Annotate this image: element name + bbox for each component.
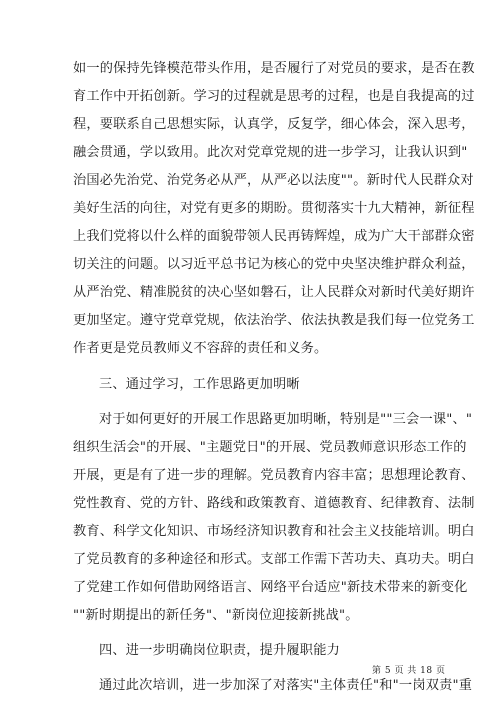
body-text-line: 了党员教育的多种途径和形式。支部工作需下苦功夫、真功夫。明白 [73,552,475,567]
page-number-footer: 第 5 页 共 18 页 [372,666,446,676]
body-text-line: 上我们党将以什么样的面貌带领人民再铸辉煌，成为广大干部群众密 [73,229,475,244]
body-text-line: 切关注的问题。以习近平总书记为核心的党中央坚决维护群众利益， [73,257,475,272]
body-text-line: 融会贯通，学以致用。此次对党章党规的进一步学习，让我认识到" [73,145,468,160]
body-text-line: 美好生活的向往，对党有更多的期盼。贯彻落实十九大精神，新征程 [73,201,475,216]
body-text-line: 教育、科学文化知识、市场经济知识教育和社会主义技能培训。明白 [73,524,475,539]
section-heading: 四、进一步明确岗位职责，提升履职能力 [99,643,340,658]
body-text-line: 作者更是党员教师义不容辞的责任和义务。 [73,341,328,356]
body-text-line: 通过此次培训，进一步加深了对落实"主体责任"和"一岗双责"重 [99,678,473,693]
body-text-line: 开展，更是有了进一步的理解。党员教育内容丰富；思想理论教育、 [73,468,475,483]
body-text-line: 程，要联系自己思想实际，认真学，反复学，细心体会，深入思考， [73,117,475,132]
body-text-line: 党性教育、党的方针、路线和政策教育、道德教育、纪律教育、法制 [73,496,475,511]
section-heading: 三、通过学习，工作思路更加明晰 [99,377,300,392]
body-text-line: 如一的保持先锋模范带头作用，是否履行了对党员的要求，是否在教 [73,61,475,76]
body-text-line: 对于如何更好的开展工作思路更加明晰，特别是""三会一课"、" [99,412,473,427]
body-text-line: 从严治党、精准脱贫的决心坚如磐石，让人民群众对新时代美好期许 [73,285,475,300]
body-text-line: 更加坚定。遵守党章党规，依法治学、依法执教是我们每一位党务工 [73,313,475,328]
body-text-line: 治国必先治党、治党务必从严，从严必以法度""。新时代人民群众对 [73,173,474,188]
body-text-line: 育工作中开拓创新。学习的过程就是思考的过程，也是自我提高的过 [73,89,475,104]
body-text-line: 了党建工作如何借助网络语言、网络平台适应"新技术带来的新变化 [73,580,468,595]
body-text-line: 组织生活会"的开展、"主题党日"的开展、党员教师意识形态工作的 [73,440,467,455]
body-text-line: ""新时期提出的新任务"、"新岗位迎接新挑战"。 [73,608,359,623]
